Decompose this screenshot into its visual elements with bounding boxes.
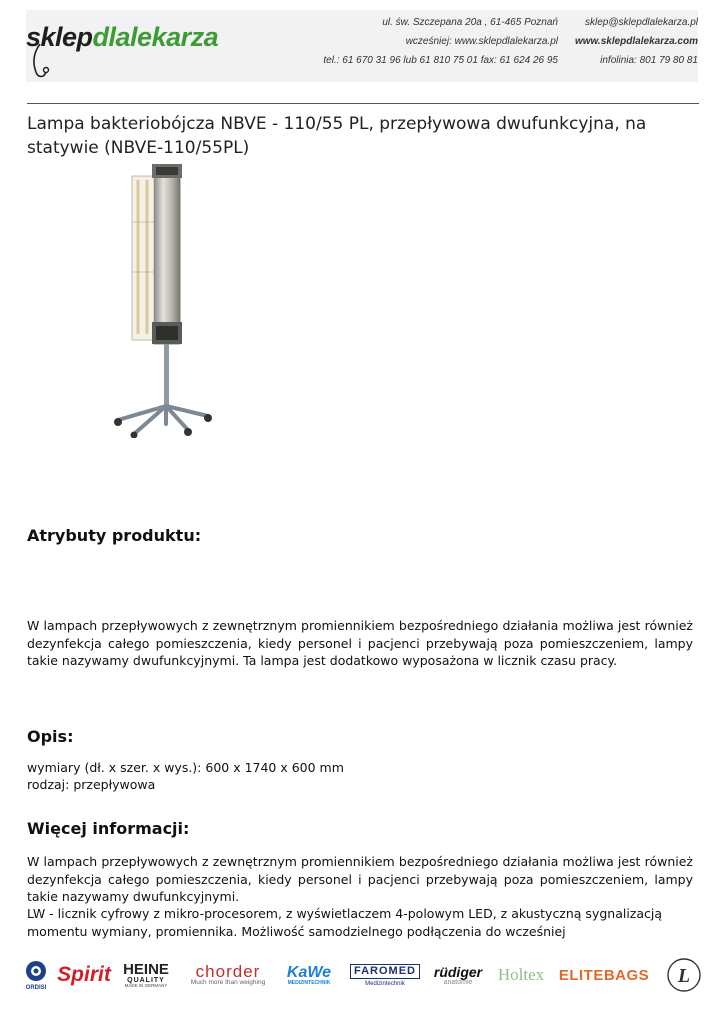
brand-rudiger: [432, 952, 484, 998]
faromed-label: FAROMED: [350, 964, 420, 979]
infoline-text: infolinia: 801 79 80 81: [600, 55, 698, 66]
more-info-text-2: LW - licznik cyfrowy z mikro-procesorem, z wyświetlaczem 4-polowym LED, z akustyczną sygnalizacją momentu wymiany, promiennika. Możliwość samodzielnego podłączenia do wcześniej: [27, 906, 663, 939]
product-image: [108, 162, 218, 438]
description-type: rodzaj: przepływowa: [27, 777, 156, 792]
heine-sub-label: QUALITY: [127, 976, 165, 984]
description-heading: Opis:: [27, 727, 74, 746]
more-info-heading: Więcej informacji:: [27, 819, 190, 838]
logo-text-part2: dlalekarza: [92, 22, 219, 52]
rudiger-sub-label: anatomie: [443, 978, 473, 986]
brand-littmann: [664, 952, 704, 998]
description-dimensions: wymiary (dł. x szer. x wys.): 600 x 1740 x 600 mm: [27, 760, 344, 775]
brand-faromed: [346, 952, 424, 998]
email-text: sklep@sklepdlalekarza.pl: [585, 17, 698, 28]
website-text: www.sklepdlalekarza.com: [574, 36, 698, 47]
chorder-label: chorder: [195, 962, 261, 982]
heine-sub2-label: MADE IN GERMANY: [124, 982, 168, 988]
rudiger-label: rüdiger: [433, 963, 483, 980]
brand-chorder: [182, 952, 274, 998]
brand-elitebags: ELITEBAGS: [558, 966, 650, 984]
footer-brand-logos: [22, 952, 708, 998]
chorder-sub-label: Much more than weighing: [190, 979, 266, 987]
kawe-label: KaWe: [286, 963, 332, 981]
more-info-text: W lampach przepływowych z zewnętrznym promiennikiem bezpośredniego działania możliwa jest również dezynfekcja całego pomieszczenia, kiedy personel i pacjenci przebywają poza pomieszczeniem, lampy takie nazywamy dwufunkcyjnymi.: [27, 854, 693, 904]
faromed-sub-label: Medizintechnik: [365, 980, 405, 987]
contact-block-online: [558, 13, 698, 70]
attributes-text: W lampach przepływowych z zewnętrznym promiennikiem bezpośredniego działania możliwa jest również dezynfekcja całego pomieszczenia, kiedy personel i pacjenci przebywają poza pomieszczeniem, lampy takie nazywamy dwufunkcyjnymi. Ta lampa jest dodatkowo wyposażona w licznik czasu pracy.: [27, 618, 693, 668]
kawe-sub-label: MEDIZINTECHNIK: [287, 979, 331, 986]
page-header: [26, 10, 698, 82]
brand-holtex: Holtex: [497, 965, 545, 984]
brand-kawe: [284, 952, 334, 998]
site-logo[interactable]: [26, 22, 218, 53]
product-title: Lampa bakteriobójcza NBVE - 110/55 PL, przepływowa dwufunkcyjna, na statywie (NBVE-110/55PL): [27, 114, 647, 158]
brand-spirit: Spirit: [57, 963, 111, 986]
contact-block-address: [298, 13, 558, 70]
brand-ordisi: [22, 952, 50, 998]
address-text: ul. św. Szczepana 20a , 61-465 Poznań: [382, 17, 558, 28]
brand-heine: [118, 952, 174, 998]
header-divider: [27, 103, 699, 104]
ordisi-icon: [24, 959, 48, 985]
littmann-letter: L: [677, 965, 691, 987]
formerly-text: wcześniej: www.sklepdlalekarza.pl: [405, 36, 558, 47]
phones-text: tel.: 61 670 31 96 lub 61 810 75 01 fax: 61 624 26 95: [323, 55, 558, 66]
heine-label: HEINE: [123, 960, 169, 978]
logo-text-part1: sklep: [26, 22, 93, 52]
ordisi-label: ORDISI: [25, 985, 47, 991]
littmann-icon: [666, 957, 702, 993]
attributes-heading: Atrybuty produktu:: [27, 526, 202, 545]
